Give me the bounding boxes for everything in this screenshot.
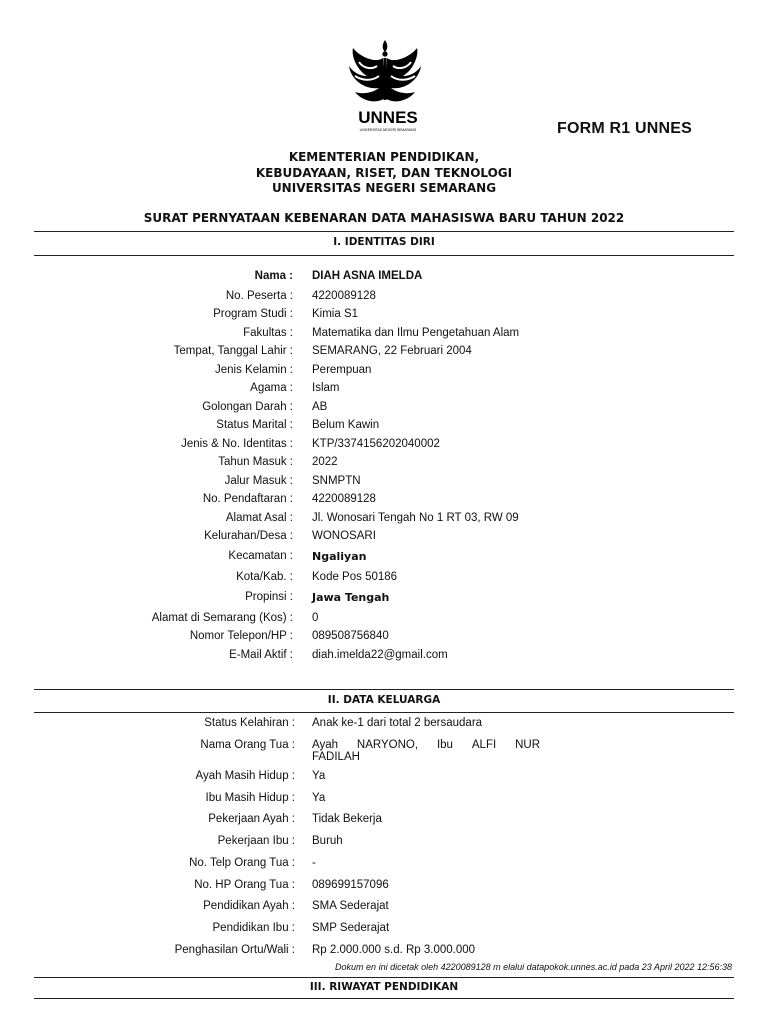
field-value: Matematika dan Ilmu Pengetahuan Alam [312, 327, 520, 339]
field-label: No. Peserta : [225, 290, 293, 302]
identitas-row [0, 612, 768, 628]
field-value: Tidak Bekerja [312, 813, 382, 825]
identitas-row [0, 290, 768, 306]
field-value: Jawa Tengah [312, 591, 390, 604]
name-word: NARYONO, [356, 739, 419, 751]
field-label: Propinsi : [245, 591, 293, 603]
divider [34, 231, 734, 232]
field-value: diah.imelda22@gmail.com [312, 649, 448, 661]
field-value: 4220089128 [312, 290, 376, 302]
identitas-row [0, 649, 768, 665]
field-value: Kimia S1 [312, 308, 359, 320]
identitas-row [0, 456, 768, 472]
field-label: Jenis Kelamin : [215, 364, 293, 376]
identitas-row [0, 512, 768, 528]
field-value: Islam [312, 382, 340, 394]
field-value: 0 [312, 612, 319, 624]
identitas-row [0, 530, 768, 546]
identitas-row [0, 571, 768, 587]
field-label: Pendidikan Ibu : [212, 922, 295, 934]
ministry-line: UNIVERSITAS NEGERI SEMARANG [271, 181, 497, 195]
field-label: Alamat di Semarang (Kos) : [151, 612, 293, 624]
field-value: Kode Pos 50186 [312, 571, 398, 583]
identitas-row [0, 493, 768, 509]
field-label: Nomor Telepon/HP : [189, 630, 293, 642]
field-value: 2022 [312, 456, 338, 468]
section-title-pendidikan: III. RIWAYAT PENDIDIKAN [309, 981, 459, 993]
field-label: Nama Orang Tua : [200, 739, 295, 751]
field-value: 089699157096 [312, 879, 389, 891]
field-value: Buruh [312, 835, 343, 847]
field-value: Anak ke-1 dari total 2 bersaudara [312, 717, 483, 729]
identitas-row [0, 345, 768, 361]
field-value: Ya [312, 770, 326, 782]
identitas-row [0, 550, 768, 566]
name-word: ALFI [471, 739, 497, 751]
field-value [312, 739, 540, 763]
field-label: Tempat, Tanggal Lahir : [173, 345, 293, 357]
field-label: Fakultas : [243, 327, 293, 339]
field-value: Perempuan [312, 364, 372, 376]
identitas-row [0, 401, 768, 417]
name-word: Ayah [312, 739, 339, 751]
field-label: Ibu Masih Hidup : [205, 792, 295, 804]
field-label: Kecamatan : [228, 550, 293, 562]
document-title: SURAT PERNYATAAN KEBENARAN DATA MAHASISWA BARU TAHUN 2022 [143, 211, 625, 225]
field-label: Jalur Masuk : [224, 475, 293, 487]
identitas-row [0, 382, 768, 398]
field-label: Status Kelahiran : [204, 717, 295, 729]
divider [34, 689, 734, 690]
section-title-keluarga: II. DATA KELUARGA [327, 694, 441, 706]
field-value: SMP Sederajat [312, 922, 390, 934]
logo-subtext: UNIVERSITAS NEGERI SEMARANG [359, 128, 417, 132]
field-value: Ngaliyan [312, 550, 367, 563]
field-value: Ya [312, 792, 326, 804]
divider [34, 977, 734, 978]
field-value: WONOSARI [312, 530, 376, 542]
field-label: Program Studi : [213, 308, 293, 320]
field-label: Pendidikan Ayah : [203, 900, 295, 912]
field-label: No. Pendaftaran : [202, 493, 293, 505]
identitas-row [0, 364, 768, 380]
identitas-row [0, 327, 768, 343]
print-note: Dokum en ini dicetak oleh 4220089128 m elalui datapokok.unnes.ac.id pada 23 April 2022 12:56:38 [335, 962, 732, 972]
field-label: Pekerjaan Ayah : [208, 813, 295, 825]
field-value: 4220089128 [312, 493, 376, 505]
field-label: E-Mail Aktif : [229, 649, 293, 661]
identitas-row [0, 308, 768, 324]
section-title-identitas: I. IDENTITAS DIRI [333, 236, 435, 248]
identitas-row [0, 630, 768, 646]
field-label: Alamat Asal : [225, 512, 293, 524]
field-label: Jenis & No. Identitas : [181, 438, 293, 450]
divider [34, 255, 734, 256]
identitas-row [0, 591, 768, 607]
field-value: - [312, 857, 316, 869]
ministry-line: KEMENTERIAN PENDIDIKAN, [288, 150, 480, 164]
field-value: KTP/3374156202040002 [312, 438, 440, 450]
field-value: Rp 2.000.000 s.d. Rp 3.000.000 [312, 944, 476, 956]
ministry-heading [0, 150, 768, 197]
field-label: Tahun Masuk : [218, 456, 293, 468]
divider [34, 712, 734, 713]
field-label: Kelurahan/Desa : [204, 530, 293, 542]
field-label: Kota/Kab. : [236, 571, 293, 583]
field-value: Jl. Wonosari Tengah No 1 RT 03, RW 09 [312, 512, 519, 524]
field-label: Agama : [250, 382, 293, 394]
field-label: Pekerjaan Ibu : [217, 835, 295, 847]
name-word: Ibu [436, 739, 453, 751]
identitas-row [0, 270, 768, 286]
field-label: Nama : [254, 270, 293, 282]
divider [34, 998, 734, 999]
field-label: No. Telp Orang Tua : [189, 857, 295, 869]
name-continuation: FADILAH [312, 751, 360, 763]
unnes-logo [345, 36, 431, 136]
field-label: Ayah Masih Hidup : [195, 770, 295, 782]
field-value: SEMARANG, 22 Februari 2004 [312, 345, 472, 357]
name-word: NUR [515, 739, 540, 751]
field-value: Belum Kawin [312, 419, 380, 431]
logo-text: UNNES [358, 108, 418, 127]
field-value: SMA Sederajat [312, 900, 389, 912]
field-label: Status Marital : [216, 419, 293, 431]
field-value: DIAH ASNA IMELDA [312, 270, 423, 282]
field-label: No. HP Orang Tua : [194, 879, 295, 891]
field-label: Penghasilan Ortu/Wali : [174, 944, 295, 956]
form-code: FORM R1 UNNES [557, 120, 693, 137]
identitas-row [0, 419, 768, 435]
identitas-row [0, 438, 768, 454]
identitas-row [0, 475, 768, 491]
field-value: AB [312, 401, 328, 413]
field-label: Golongan Darah : [202, 401, 293, 413]
ministry-line: KEBUDAYAAN, RISET, DAN TEKNOLOGI [255, 165, 513, 180]
field-value: 089508756840 [312, 630, 389, 642]
field-value: SNMPTN [312, 475, 361, 487]
